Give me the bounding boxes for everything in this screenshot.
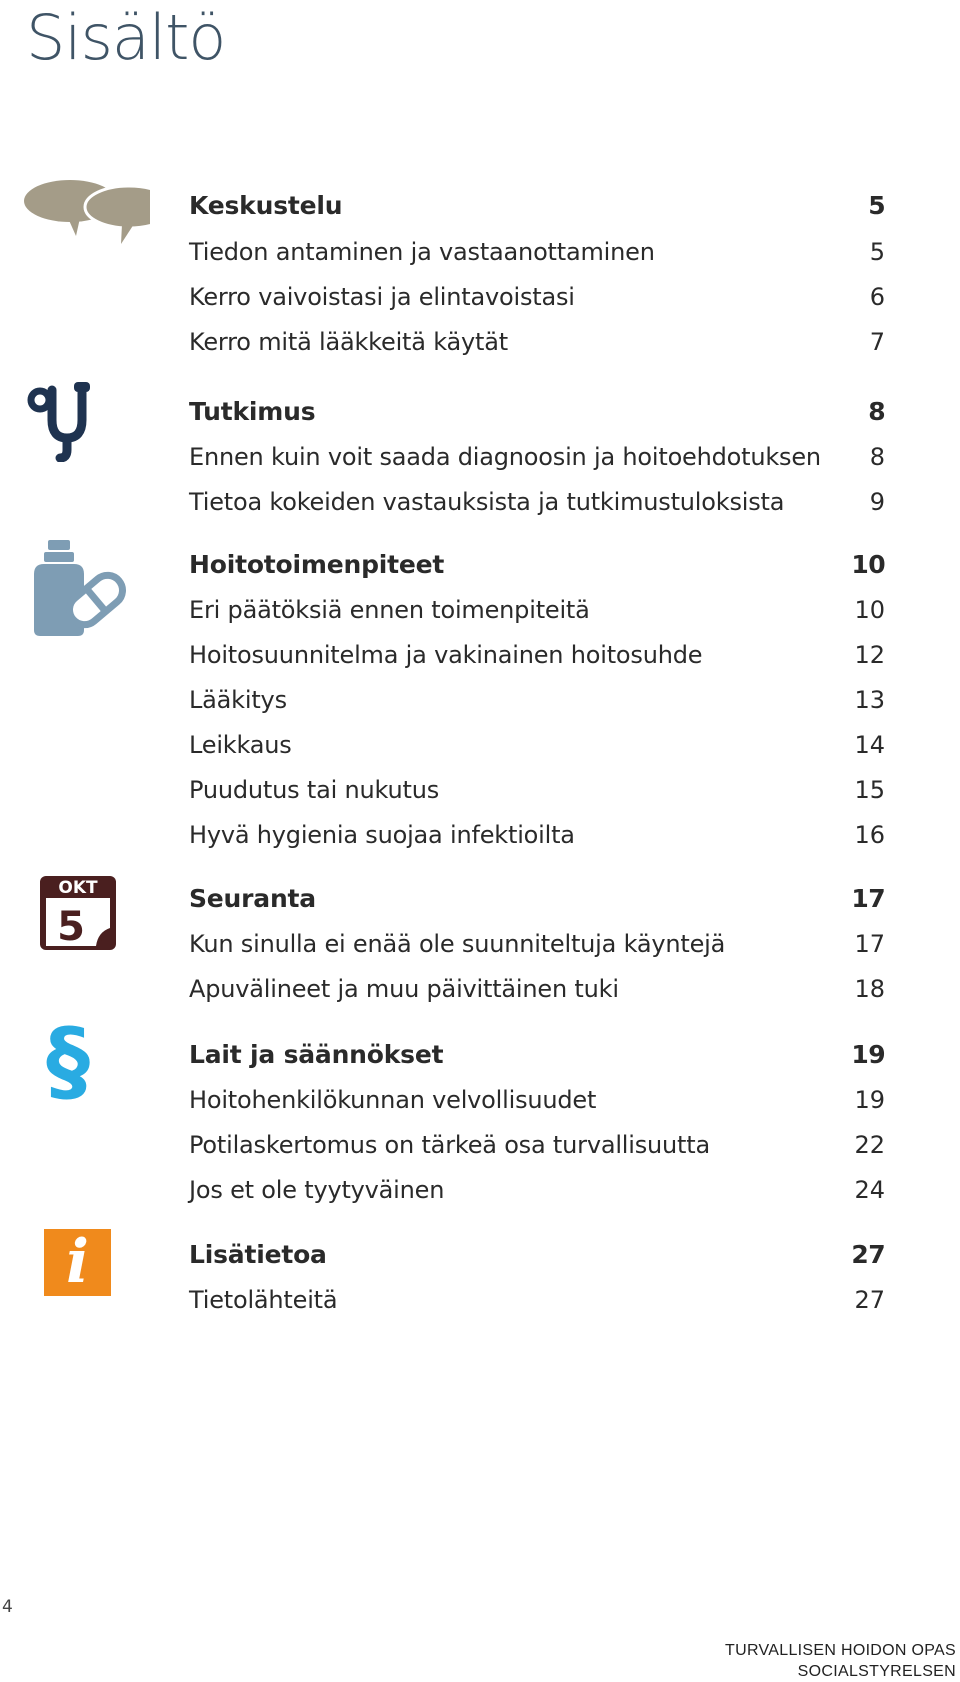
calendar-month-text: OKT xyxy=(58,878,98,898)
toc-heading-lisatietoa[interactable] xyxy=(189,1234,885,1274)
toc-item[interactable] xyxy=(189,680,885,720)
toc-heading-label: Keskustelu xyxy=(189,190,343,220)
toc-item-page: 6 xyxy=(869,283,885,311)
toc-item-label: Puudutus tai nukutus xyxy=(189,776,440,804)
toc-item-page: 12 xyxy=(854,641,885,669)
toc-heading-lait-ja-saannokset[interactable] xyxy=(189,1034,885,1074)
toc-item-label: Kerro vaivoistasi ja elintavoistasi xyxy=(189,283,575,311)
toc-item-label: Kun sinulla ei enää ole suunniteltuja käyntejä xyxy=(189,930,726,958)
calendar-day-text: 5 xyxy=(57,904,85,950)
section-sign-icon: § xyxy=(46,1009,90,1112)
toc-item-label: Hyvä hygienia suojaa infektioilta xyxy=(189,821,575,849)
toc-heading-hoitotoimenpiteet[interactable] xyxy=(189,544,885,584)
toc-heading-page: 10 xyxy=(851,549,885,579)
toc-item[interactable] xyxy=(189,924,885,964)
footer-publisher: SOCIALSTYRELSEN xyxy=(797,1663,956,1680)
toc-heading-label: Lait ja säännökset xyxy=(189,1039,444,1069)
toc-item[interactable] xyxy=(189,232,885,272)
info-glyph: i xyxy=(66,1227,89,1297)
toc-heading-page: 27 xyxy=(851,1239,885,1269)
calendar-icon xyxy=(38,874,118,954)
toc-item-label: Tietolähteitä xyxy=(189,1286,338,1314)
toc-item-label: Leikkaus xyxy=(189,731,292,759)
toc-item-label: Apuvälineet ja muu päivittäinen tuki xyxy=(189,975,619,1003)
toc-item[interactable] xyxy=(189,1080,885,1120)
toc-item[interactable] xyxy=(189,437,885,477)
toc-item[interactable] xyxy=(189,590,885,630)
toc-item-page: 17 xyxy=(854,930,885,958)
medicine-bottle-pill-icon xyxy=(30,540,126,636)
toc-heading-keskustelu[interactable] xyxy=(189,185,885,225)
speech-bubbles-icon xyxy=(24,180,150,246)
footer-publication-title: TURVALLISEN HOIDON OPAS xyxy=(725,1642,956,1659)
toc-item[interactable] xyxy=(189,277,885,317)
toc-item[interactable] xyxy=(189,815,885,855)
toc-item[interactable] xyxy=(189,1280,885,1320)
toc-heading-label: Lisätietoa xyxy=(189,1239,327,1269)
toc-item-label: Hoitohenkilökunnan velvollisuudet xyxy=(189,1086,597,1114)
page-number: 4 xyxy=(2,1597,13,1617)
toc-heading-page: 17 xyxy=(851,883,885,913)
toc-item-page: 15 xyxy=(854,776,885,804)
toc-item-label: Eri päätöksiä ennen toimenpiteitä xyxy=(189,596,590,624)
info-icon xyxy=(44,1229,111,1296)
toc-item-label: Kerro mitä lääkkeitä käytät xyxy=(189,328,508,356)
stethoscope-icon xyxy=(22,380,96,462)
toc-item-page: 10 xyxy=(854,596,885,624)
toc-item[interactable] xyxy=(189,969,885,1009)
toc-item[interactable] xyxy=(189,635,885,675)
toc-item-label: Tiedon antaminen ja vastaanottaminen xyxy=(189,238,655,266)
toc-item-page: 9 xyxy=(869,488,885,516)
toc-item-label: Jos et ole tyytyväinen xyxy=(189,1176,445,1204)
toc-item[interactable] xyxy=(189,1125,885,1165)
toc-item-page: 5 xyxy=(869,238,885,266)
toc-item-page: 14 xyxy=(854,731,885,759)
footer xyxy=(725,1640,956,1682)
toc-item-page: 8 xyxy=(869,443,885,471)
toc-heading-tutkimus[interactable] xyxy=(189,391,885,431)
toc-item-page: 7 xyxy=(869,328,885,356)
toc-item-page: 22 xyxy=(854,1131,885,1159)
toc-heading-label: Hoitotoimenpiteet xyxy=(189,549,445,579)
toc-heading-page: 19 xyxy=(851,1039,885,1069)
toc-item-label: Ennen kuin voit saada diagnoosin ja hoitoehdotuksen xyxy=(189,443,821,471)
toc-heading-label: Tutkimus xyxy=(189,396,316,426)
toc-item-page: 24 xyxy=(854,1176,885,1204)
toc-item[interactable] xyxy=(189,322,885,362)
toc-heading-seuranta[interactable] xyxy=(189,878,885,918)
toc-item[interactable] xyxy=(189,725,885,765)
toc-item-page: 18 xyxy=(854,975,885,1003)
toc-item[interactable] xyxy=(189,482,885,522)
toc-item-page: 16 xyxy=(854,821,885,849)
page-title: Sisältö xyxy=(26,1,226,74)
toc-item-label: Potilaskertomus on tärkeä osa turvallisuutta xyxy=(189,1131,710,1159)
toc-item[interactable] xyxy=(189,770,885,810)
toc-heading-label: Seuranta xyxy=(189,883,316,913)
toc-item-page: 19 xyxy=(854,1086,885,1114)
toc-heading-page: 8 xyxy=(868,396,885,426)
toc-item-page: 13 xyxy=(854,686,885,714)
toc-item-label: Tietoa kokeiden vastauksista ja tutkimustuloksista xyxy=(189,488,785,516)
toc-item-label: Hoitosuunnitelma ja vakinainen hoitosuhde xyxy=(189,641,703,669)
toc-item-label: Lääkitys xyxy=(189,686,287,714)
toc-item[interactable] xyxy=(189,1170,885,1210)
toc-item-page: 27 xyxy=(854,1286,885,1314)
toc-heading-page: 5 xyxy=(868,190,885,220)
